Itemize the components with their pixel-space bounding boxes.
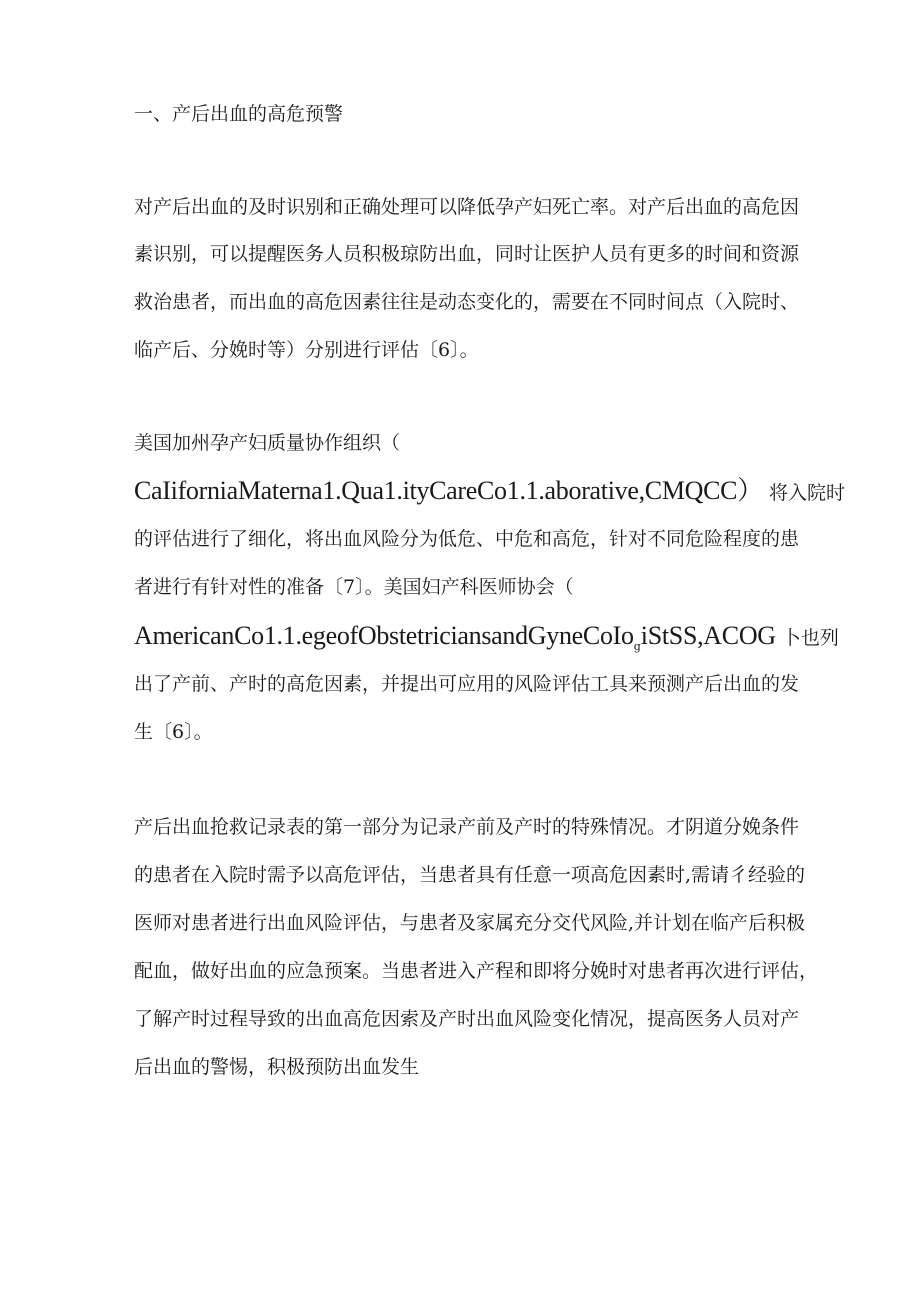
latin-term: AmericanCo1.1.egeofObstetriciansandGyneCoIo — [134, 621, 634, 650]
subscript-glyph: g — [633, 640, 641, 653]
latin-term: iStSS,ACOG — [640, 621, 776, 650]
paragraph-line: 医师对患者进行出血风险评估，与患者及家属充分交代风险,并计划在临产后积极 — [134, 912, 806, 934]
paragraph-line: 产后出血抢救记录表的第一部分为记录产前及产时的特殊情况。才阴道分娩条件 — [134, 816, 800, 838]
paragraph-line: 后出血的警惕，积极预防出血发生 — [134, 1056, 420, 1078]
paragraph-line: 对产后出血的及时识别和正确处理可以降低孕产妇死亡率。对产后出血的高危因 — [134, 196, 800, 218]
paragraph-line: 生〔6〕。 — [134, 721, 213, 743]
paragraph-line: 救治患者，而出血的高危因素往往是动态变化的，需要在不同时间点（入院时、 — [134, 291, 800, 313]
chinese-text: 卜也列 — [781, 627, 839, 649]
paragraph-line — [134, 477, 845, 507]
paragraph-line: 配血，做好出血的应急预案。当患者进入产程和即将分娩时对患者再次进行评估， — [134, 960, 819, 982]
paragraph-line: 临产后、分娩时等）分别进行评估〔6〕。 — [134, 339, 479, 361]
chinese-text: 将入院时 — [768, 482, 845, 504]
paragraph-line: 出了产前、产时的高危因素，并提出可应用的风险评估工具来预测产后出血的发 — [134, 673, 800, 695]
paragraph-line: 素识别，可以提醒医务人员积极琼防出血，同时让医护人员有更多的时间和资源 — [134, 243, 800, 265]
paragraph-line: 的评估进行了细化，将出血风险分为低危、中危和高危，针对不同危险程度的患 — [134, 528, 800, 550]
section-heading: 一、产后出血的高危预警 — [134, 103, 344, 125]
latin-term: CaIiforniaMaterna1.Qua1.ityCareCo1.1.aborative,CMQCC） — [134, 476, 763, 505]
paragraph-line — [134, 622, 839, 661]
paragraph-line: 了解产时过程导致的出血高危因索及产时出血风险变化情况，提高医务人员对产 — [134, 1008, 800, 1030]
paragraph-line: 的患者在入院时需予以高危评估，当患者具有任意一项高危因素时,需请彳经验的 — [134, 864, 806, 886]
paragraph-line: 美国加州孕产妇质量协作组织（ — [134, 432, 401, 454]
paragraph-line: 者进行有针对性的准备〔7〕。美国妇产科医师协会（ — [134, 576, 574, 598]
